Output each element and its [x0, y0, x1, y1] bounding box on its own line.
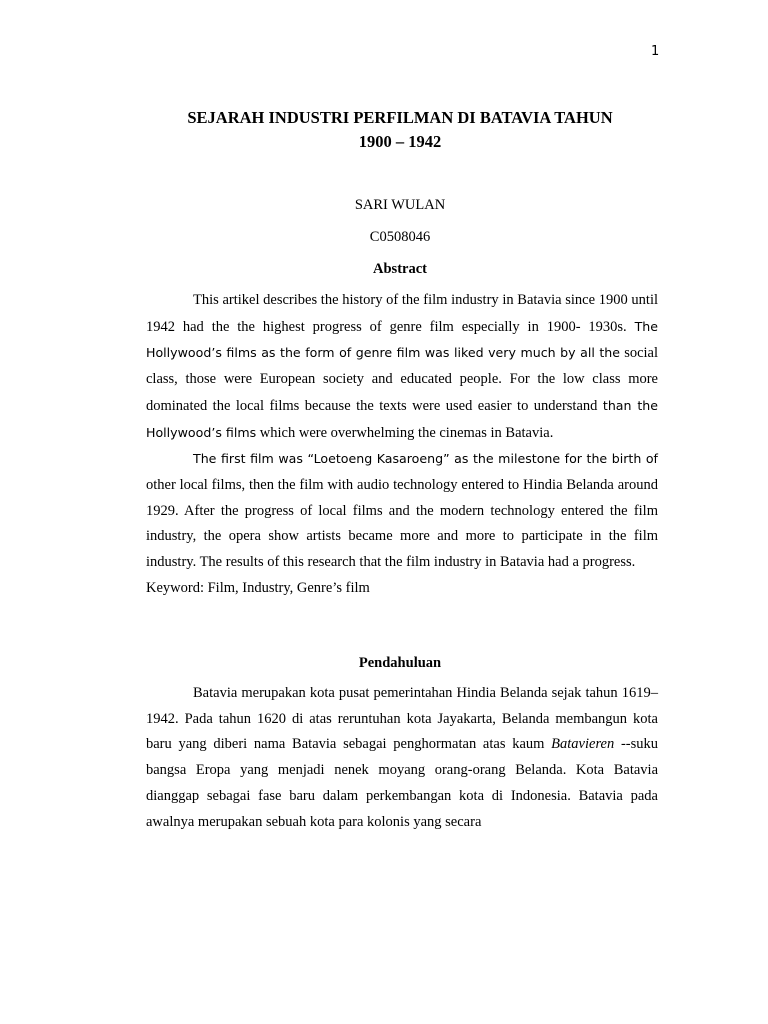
page-number: 1	[651, 44, 660, 59]
document-title	[100, 106, 700, 154]
pendahuluan-heading: Pendahuluan	[358, 655, 442, 671]
abstract-paragraph-2	[146, 446, 658, 576]
title-line-1: SEJARAH INDUSTRI PERFILMAN DI BATAVIA TAHUN	[187, 108, 613, 127]
abstract-paragraph-1	[146, 288, 658, 446]
abstract-keywords: Keyword: Film, Industry, Genre’s film	[146, 579, 370, 596]
abstract-text-2: The Hollywood’s films as the form of genre film was liked very much by all the	[146, 318, 659, 361]
intro-paragraph	[146, 681, 658, 835]
abstract-text-4: than the Hollywood’s films	[146, 397, 658, 440]
abstract-text-3: social class, those were European society and educated people. For the low class more dominated the local films because the texts were used easier to understand	[146, 345, 659, 414]
author-name: SARI WULAN	[354, 197, 446, 213]
abstract-heading: Abstract	[373, 261, 427, 277]
intro-text-1: Batavia merupakan kota pusat pemerintahan Hindia Belanda sejak tahun 1619‒1942. Pada tahun 1620 di atas reruntuhan kota Jayakarta, Belanda membangun kota baru yang diberi nama Batavia sebagai penghormatan atas kaum	[146, 685, 658, 753]
title-line-2: 1900 – 1942	[358, 132, 442, 151]
abstract-text-6: The first film was “Loetoeng Kasaroeng” as the milestone for the birth of	[193, 451, 658, 467]
abstract-text-1: This artikel describes the history of the film industry in Batavia since 1900 until 1942 had the the highest progress of genre film especially in 1900- 1930s.	[146, 292, 658, 335]
abstract-text-5: which were overwhelming the cinemas in Batavia.	[259, 424, 554, 441]
intro-text-2: --suku bangsa Eropa yang menjadi nenek moyang orang-orang Belanda. Kota Batavia dianggap sebagai fase baru dalam perkembangan kota di Indonesia. Batavia pada awalnya merupakan sebuah kota para kolonis yang secara	[146, 736, 659, 830]
intro-body	[146, 681, 658, 835]
student-id: C0508046	[369, 229, 431, 245]
abstract-text-7: other local films, then the film with audio technology entered to Hindia Belanda around 1929. After the progress of local films and the modern technology entered the film industry, the opera show artists became more and more to participate in the film industry. The results of this research that the film industry in Batavia had a progress.	[146, 476, 658, 571]
intro-italic-term: Batavieren	[551, 736, 615, 753]
abstract-body	[146, 288, 658, 601]
